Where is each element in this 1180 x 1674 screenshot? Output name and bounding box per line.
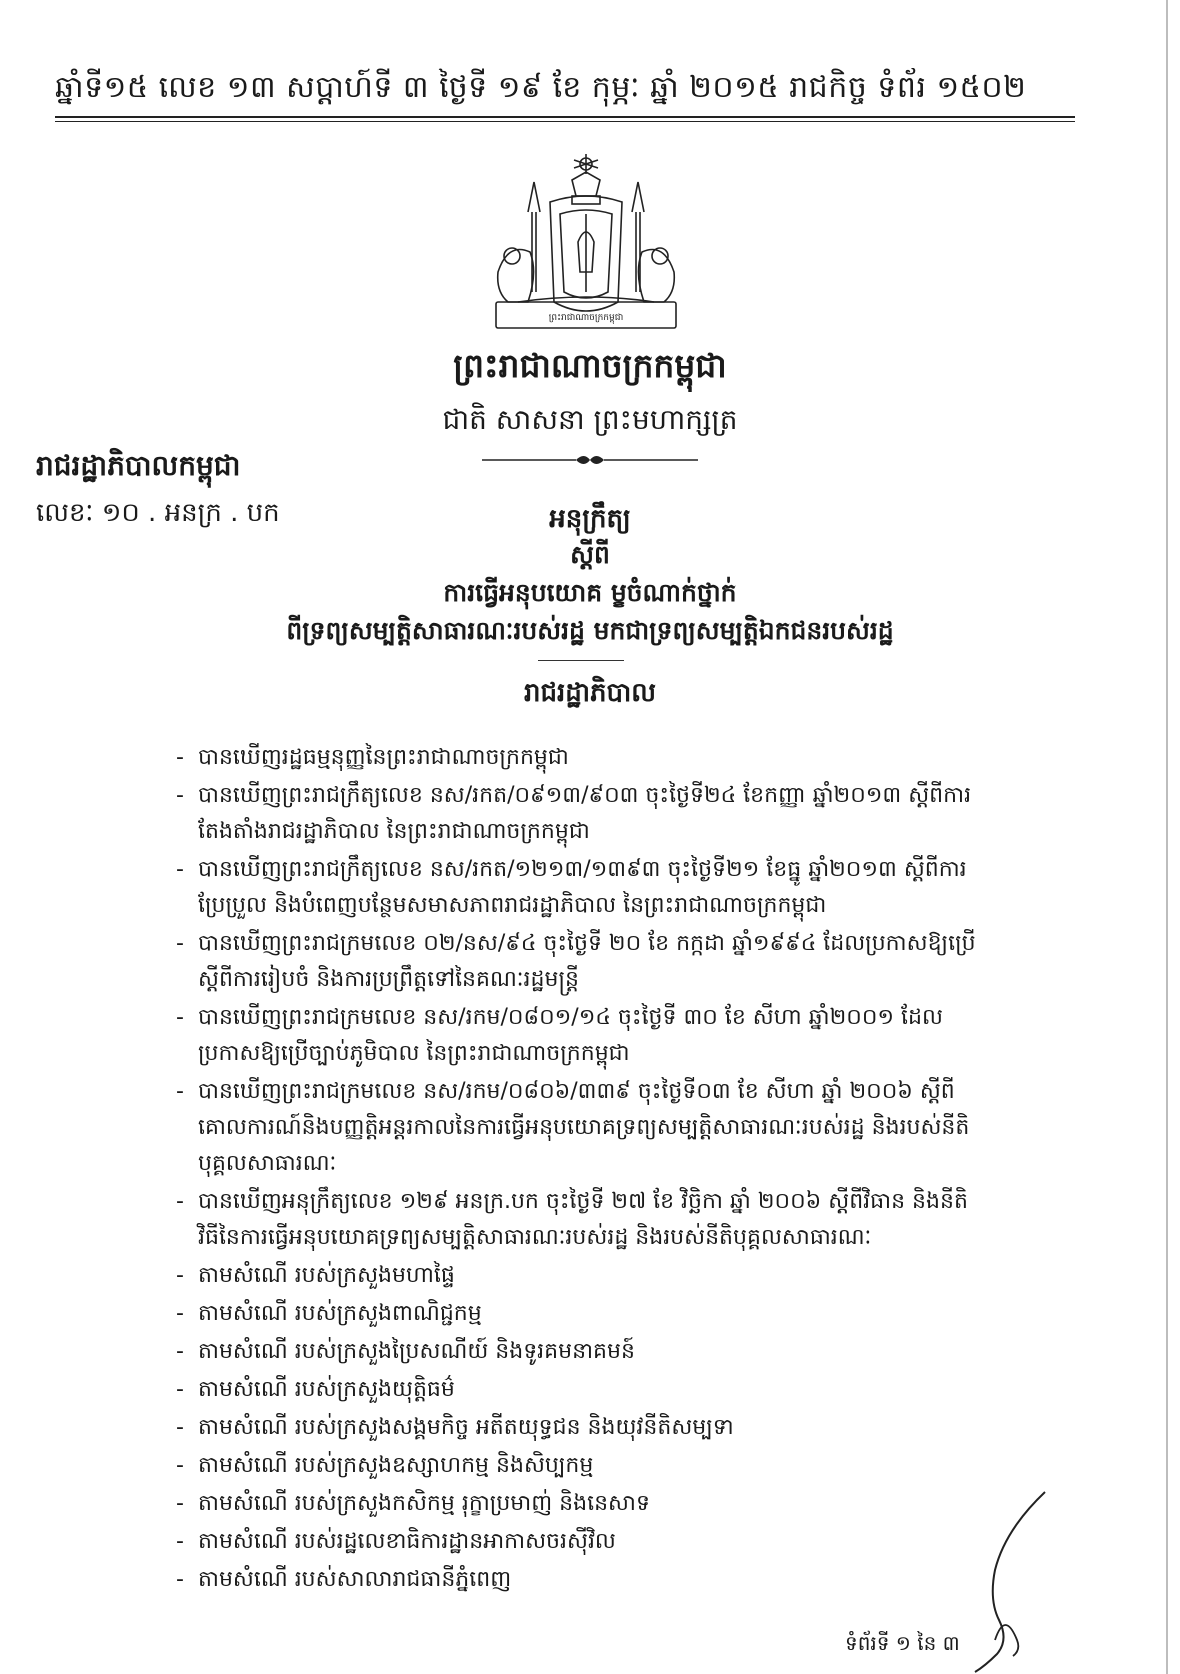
list-item: - តាមសំណើ របស់ក្រសួងសង្គមកិច្ច អតីតយុទ្ធជន និងយុវនីតិសម្បទា	[176, 1415, 734, 1440]
subject-underline	[538, 660, 624, 661]
list-item-text: តាមសំណើ របស់ក្រសួងឧស្សាហកម្ម និងសិប្បកម្ម	[198, 1453, 594, 1478]
document-type: អនុក្រឹត្យ	[549, 504, 631, 534]
list-item-text: បានឃើញព្រះរាជក្រឹត្យលេខ នស/រកត/១២១៣/១៣៩៣ ចុះថ្ងៃទី២១ ខែធ្នូ ឆ្នាំ២០១៣ ស្តីពីការប្រែប្រួល និងបំពេញបន្ថែមសមាសភាពរាជរដ្ឋាភិបាល នៃព្រះរាជាណាចក្រកម្ពុជា	[198, 857, 967, 918]
list-item: - បានឃើញព្រះរាជក្រឹត្យលេខ នស/រកត/១២១៣/១៣៩៣ ចុះថ្ងៃទី២១ ខែធ្នូ ឆ្នាំ២០១៣ ស្តីពីការប្រែប្រួល និងបំពេញបន្ថែមសមាសភាពរាជរដ្ឋាភិបាល នៃព្រះរាជាណាចក្រកម្ពុជា	[176, 857, 967, 918]
list-item: - តាមសំណើ របស់ក្រសួងមហាផ្ទៃ	[176, 1263, 455, 1288]
list-item-text: តាមសំណើ របស់ក្រសួងកសិកម្ម រុក្ខាប្រមាញ់ និងនេសាទ	[198, 1491, 650, 1516]
decree-number: លេខៈ ១០ . អនក្រ . បក	[36, 498, 280, 528]
list-item: - បានឃើញព្រះរាជក្រមលេខ នស/រកម/០៨០៦/៣៣៩ ចុះថ្ងៃទី០៣ ខែ សីហា ឆ្នាំ ២០០៦ ស្តីពីគោលការណ៍និងបញ្ញត្តិអន្តរកាលនៃការធ្វើអនុបយោគទ្រព្យសម្បត្តិសាធារណៈរបស់រដ្ឋ និងរបស់នីតិបុគ្គលសាធារណៈ	[176, 1079, 970, 1176]
subject-line-2: ពីទ្រព្យសម្បត្តិសាធារណៈរបស់រដ្ឋ មកជាទ្រព្យសម្បត្តិឯកជនរបស់រដ្ឋ	[286, 616, 894, 645]
list-item-text: បានឃើញអនុក្រឹត្យលេខ ១២៩ អនក្រ.បក ចុះថ្ងៃទី ២៧ ខែ វិច្ឆិកា ឆ្នាំ ២០០៦ ស្តីពីវិធាន និងនីតិវិធីនៃការធ្វើអនុបយោគទ្រព្យសម្បត្តិសាធារណៈរបស់រដ្ឋ និងរបស់នីតិបុគ្គលសាធារណៈ	[198, 1189, 968, 1250]
ornament-divider	[480, 452, 700, 468]
subject-line-1: ការធ្វើអនុបយោគ ម្ខចំណាក់ថ្នាក់	[443, 578, 737, 607]
header-rule-thick	[55, 116, 1075, 118]
list-item: - បានឃើញព្រះរាជក្រមលេខ ០២/នស/៩៤ ចុះថ្ងៃទី ២០ ខែ កក្កដា ឆ្នាំ១៩៩៤ ដែលប្រកាសឱ្យប្រើស្តីពីការរៀបចំ និងការប្រព្រឹត្តទៅនៃគណៈរដ្ឋមន្ត្រី	[176, 931, 976, 992]
list-item-text: តាមសំណើ របស់ក្រសួងពាណិជ្ជកម្ម	[198, 1301, 482, 1326]
list-item-text: តាមសំណើ របស់សាលារាជធានីភ្នំពេញ	[198, 1567, 512, 1592]
list-item-text: បានឃើញរដ្ឋធម្មនុញ្ញនៃព្រះរាជាណាចក្រកម្ពុជា	[198, 745, 569, 770]
list-item-text: តាមសំណើ របស់រដ្ឋលេខាធិការដ្ឋានអាកាសចរស៊ីវិល	[198, 1529, 616, 1554]
list-item: - បានឃើញព្រះរាជក្រមលេខ នស/រកម/០៨០១/១៤ ចុះថ្ងៃទី ៣០ ខែ សីហា ឆ្នាំ២០០១ ដែលប្រកាសឱ្យប្រើច្បាប់ភូមិបាល នៃព្រះរាជាណាចក្រកម្ពុជា	[176, 1005, 943, 1066]
list-item: - តាមសំណើ របស់ក្រសួងកសិកម្ម រុក្ខាប្រមាញ់ និងនេសាទ	[176, 1491, 650, 1516]
legal-references-list	[176, 740, 986, 1600]
list-item-text: តាមសំណើ របស់ក្រសួងសង្គមកិច្ច អតីតយុទ្ធជន និងយុវនីតិសម្បទា	[198, 1415, 734, 1440]
list-item-text: តាមសំណើ របស់ក្រសួងប្រៃសណីយ៍ និងទូរគមនាគមន៍	[198, 1339, 635, 1364]
list-item: - តាមសំណើ របស់សាលារាជធានីភ្នំពេញ	[176, 1567, 512, 1592]
about-label: ស្តីពី	[570, 540, 610, 569]
svg-text:ព្រះរាជាណាចក្រកម្ពុជា: ព្រះរាជាណាចក្រកម្ពុជា	[548, 313, 624, 323]
list-item: - តាមសំណើ របស់រដ្ឋលេខាធិការដ្ឋានអាកាសចរស៊ីវិល	[176, 1529, 616, 1554]
gazette-header: ឆ្នាំទី១៥ លេខ ១៣ សប្តាហ៍ទី ៣ ថ្ងៃទី ១៩ ខែ កុម្ភៈ ឆ្នាំ ២០១៥ រាជកិច្ច ទំព័រ ១៥០២	[55, 70, 1027, 105]
list-item: - តាមសំណើ របស់ក្រសួងឧស្សាហកម្ម និងសិប្បកម្ម	[176, 1453, 594, 1478]
list-item: - បានឃើញអនុក្រឹត្យលេខ ១២៩ អនក្រ.បក ចុះថ្ងៃទី ២៧ ខែ វិច្ឆិកា ឆ្នាំ ២០០៦ ស្តីពីវិធាន និងនីតិវិធីនៃការធ្វើអនុបយោគទ្រព្យសម្បត្តិសាធារណៈរបស់រដ្ឋ និងរបស់នីតិបុគ្គលសាធារណៈ	[176, 1189, 968, 1250]
royal-coat-of-arms-emblem	[488, 152, 684, 337]
scan-edge-line	[1166, 0, 1168, 1674]
list-item: - បានឃើញព្រះរាជក្រឹត្យលេខ នស/រកត/០៩១៣/៩០៣ ចុះថ្ងៃទី២៤ ខែកញ្ញា ឆ្នាំ២០១៣ ស្តីពីការតែងតាំងរាជរដ្ឋាភិបាល នៃព្រះរាជាណាចក្រកម្ពុជា	[176, 783, 972, 844]
list-item-text: បានឃើញព្រះរាជក្រឹត្យលេខ នស/រកត/០៩១៣/៩០៣ ចុះថ្ងៃទី២៤ ខែកញ្ញា ឆ្នាំ២០១៣ ស្តីពីការតែងតាំងរាជរដ្ឋាភិបាល នៃព្រះរាជាណាចក្រកម្ពុជា	[198, 783, 972, 844]
list-item: - តាមសំណើ របស់ក្រសួងពាណិជ្ជកម្ម	[176, 1301, 482, 1326]
list-item-text: បានឃើញព្រះរាជក្រមលេខ នស/រកម/០៨០៦/៣៣៩ ចុះថ្ងៃទី០៣ ខែ សីហា ឆ្នាំ ២០០៦ ស្តីពីគោលការណ៍និងបញ្ញត្តិអន្តរកាលនៃការធ្វើអនុបយោគទ្រព្យសម្បត្តិសាធារណៈរបស់រដ្ឋ និងរបស់នីតិបុគ្គលសាធារណៈ	[198, 1079, 970, 1176]
handwritten-signature	[965, 1490, 1075, 1674]
list-item-text: តាមសំណើ របស់ក្រសួងយុត្តិធម៌	[198, 1377, 455, 1402]
government-heading: រាជរដ្ឋាភិបាល	[523, 678, 657, 708]
national-motto: ជាតិ សាសនា ព្រះមហាក្សត្រ	[442, 403, 738, 436]
list-item: - តាមសំណើ របស់ក្រសួងប្រៃសណីយ៍ និងទូរគមនាគមន៍	[176, 1339, 635, 1364]
kingdom-title: ព្រះរាជាណាចក្រកម្ពុជា	[453, 346, 727, 385]
list-item: - បានឃើញរដ្ឋធម្មនុញ្ញនៃព្រះរាជាណាចក្រកម្ពុជា	[176, 745, 569, 770]
page-number: ទំព័រទី ១ នៃ ៣	[845, 1631, 960, 1655]
list-item: - តាមសំណើ របស់ក្រសួងយុត្តិធម៌	[176, 1377, 455, 1402]
issuer-government: រាជរដ្ឋាភិបាលកម្ពុជា	[36, 449, 241, 482]
list-item-text: បានឃើញព្រះរាជក្រមលេខ នស/រកម/០៨០១/១៤ ចុះថ្ងៃទី ៣០ ខែ សីហា ឆ្នាំ២០០១ ដែលប្រកាសឱ្យប្រើច្បាប់ភូមិបាល នៃព្រះរាជាណាចក្រកម្ពុជា	[198, 1005, 943, 1066]
list-item-text: តាមសំណើ របស់ក្រសួងមហាផ្ទៃ	[198, 1263, 455, 1288]
header-rule-thin	[55, 121, 1075, 122]
list-item-text: បានឃើញព្រះរាជក្រមលេខ ០២/នស/៩៤ ចុះថ្ងៃទី ២០ ខែ កក្កដា ឆ្នាំ១៩៩៤ ដែលប្រកាសឱ្យប្រើស្តីពីការរៀបចំ និងការប្រព្រឹត្តទៅនៃគណៈរដ្ឋមន្ត្រី	[198, 931, 976, 992]
